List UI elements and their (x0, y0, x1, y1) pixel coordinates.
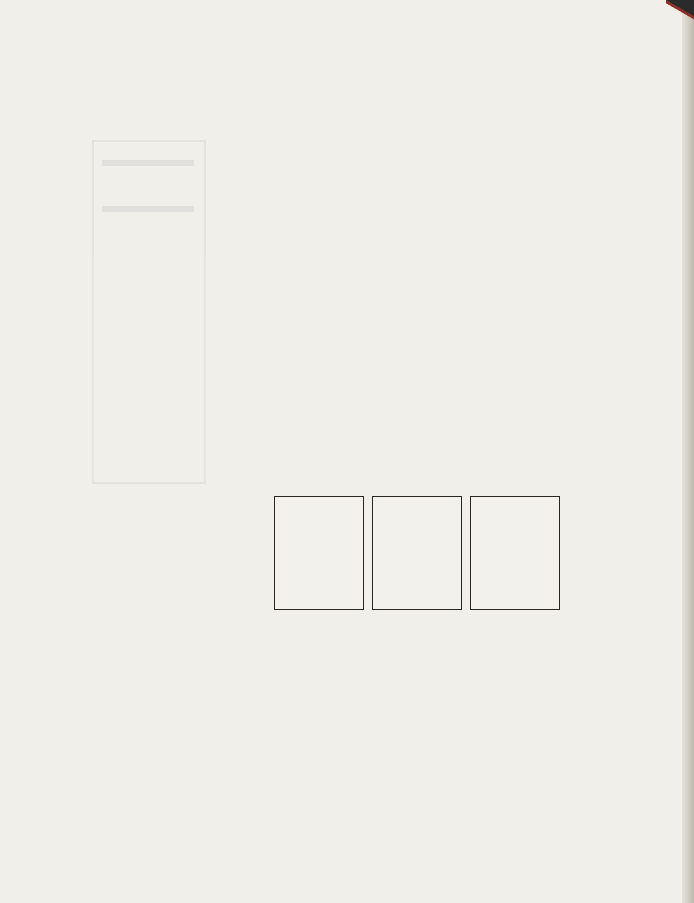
fraction-tables (274, 496, 558, 608)
page-corner (666, 0, 694, 26)
page-edge (682, 0, 694, 903)
fraction-table-1 (274, 496, 364, 610)
fraction-table-2 (372, 496, 462, 610)
show-through-print (92, 140, 206, 484)
fraction-table-3 (470, 496, 560, 610)
